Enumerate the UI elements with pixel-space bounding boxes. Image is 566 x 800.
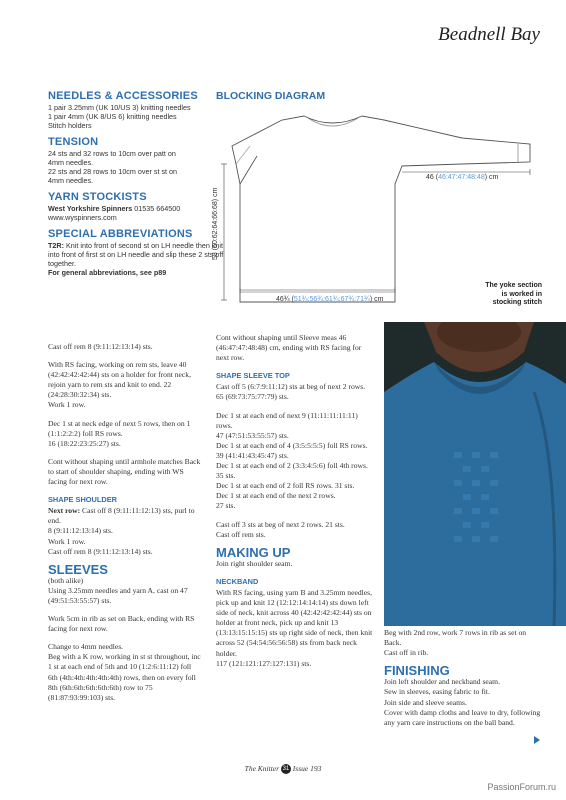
tension-line: 4mm needles. [48,158,94,167]
para: Cont without shaping until Sleeve meas 46 (46:47:47:48:48) cm, ending with RS facing for next row. [216,333,362,363]
page-number: 31 [282,766,290,773]
para: 39 (41:41:43:45:47) sts. [216,450,289,460]
column-3 [384,628,544,736]
sleeve-label-sizes: 46:47:47:48:48 [438,174,485,181]
para: Dec 1 st at each end of 2 foll RS rows. 31 sts. [216,481,355,491]
para: Beg with 2nd row, work 7 rows in rib as set on Back. [384,628,527,648]
abbrev-definition: Knit into front of second st on LH needle then knit into front of first st on LH needle and slip these 2 sts off together. [48,241,224,268]
width-label-sizes: 51¾:56¾:61¾:67¾:71¾ [293,296,370,303]
needles-heading: NEEDLES & ACCESSORIES [48,90,198,102]
para: Cast off rem 8 (9:11:12:13:14) sts. [48,546,153,556]
blocking-diagram [212,104,542,306]
para: With RS facing, using yarn B and 3.25mm needles, pick up and knit 12 (12:12:14:14:14) sts down left side of neck, knit across 40 (42:42:42:42:44) sts on holder at front neck, pick up and knit 13 (13:13:15:15:15) sts up right side of neck, then knit across 52 (54:54:56:56:58) sts from back neck holder. [216,587,373,658]
column-2 [216,333,376,677]
column-1 [48,342,202,711]
footer [0,764,566,774]
yarn-supplier: West Yorkshire Spinners [48,204,133,213]
next-row-label: Next row: [48,506,81,516]
para: Cast off rem 8 (9:11:12:13:14) sts. [48,342,153,351]
subheading-shape-shoulder: SHAPE SHOULDER [48,495,117,505]
info-panel [48,90,228,283]
para: Cover with damp cloths and leave to dry, following any yarn care instructions on the ball band. [384,707,541,727]
para: Join right shoulder seam. [216,558,293,568]
para: Work 5cm in rib as set on Back, ending with RS facing for next row. [48,614,195,634]
para: Work 1 row. [48,536,86,546]
para: Cont without shaping until armhole matches Back to start of shoulder shaping, ending with WS facing for next row. [48,456,201,487]
para: Join side and sleeve seams. [384,697,467,707]
watermark: PassionForum.ru [487,782,556,792]
tension-line: 24 sts and 32 rows to 10cm over patt on [48,149,176,158]
abbrev-section [48,228,228,277]
para: 47 (47:51:53:55:57) sts. [216,430,289,440]
issue-number: Issue 193 [292,764,322,773]
para: Cast off in rib. [384,648,429,658]
para: Using 3.25mm needles and yarn A, cast on 47 (49:51:53:55:57) sts. [48,585,188,605]
tension-line: 22 sts and 28 rows to 10cm over st st on [48,167,178,176]
needles-line: 1 pair 4mm (UK 8/US 6) knitting needles [48,112,177,121]
tension-line: 4mm needles. [48,176,94,185]
width-label-c: ) cm [369,296,384,303]
needles-section [48,90,228,130]
para: (both alike) [48,575,84,585]
yarn-phone: 01535 664500 [134,204,181,213]
width-label [276,296,383,303]
sleeve-label-c: ) cm [484,174,499,181]
para: Dec 1 st at each end of 2 (3:3:4:5:6) foll 4th rows. 35 sts. [216,461,368,481]
yarn-section [48,191,228,222]
yoke-note: The yoke section is worked in stocking stitch [485,282,542,306]
para: Cast off rem sts. [216,529,266,539]
para: Change to 4mm needles. [48,642,124,652]
abbrev-heading: SPECIAL ABBREVIATIONS [48,228,193,240]
para: Dec 1 st at each end of the next 2 rows. [216,491,336,501]
abbrev-term: T2R: [48,241,64,250]
sleeve-label-a: 46 ( [426,174,439,181]
needles-line: Stitch holders [48,121,92,130]
para: Dec 1 st at each end of next 9 (11:11:11:11:11) rows. [216,410,358,430]
heading-making-up: MAKING UP [216,544,291,560]
para: Sew in sleeves, easing fabric to fit. [384,687,490,697]
heading-sleeves: SLEEVES [48,561,108,577]
magazine-name: The Knitter [244,764,280,773]
sleeve-label [426,174,498,181]
para: Dec 1 st at each end of 4 (3:5:5:5:5) foll RS rows. [216,440,368,450]
abbrev-general: For general abbreviations, see p89 [48,268,167,277]
para: Beg with a K row, working in st st throughout, inc 1 st at each end of 5th and 10 (1:2:6:11:12) foll 6th (4th:4th:4th:4th:4th) rows, then on every foll 8th (6th:6th:6th:6th:6th) row to 75 (81:87:93:99:103) sts. [48,652,201,702]
sweater-photo [384,322,566,626]
para: Work 1 row. [48,400,86,410]
para: Cast off 3 sts at beg of next 2 rows. 21 sts. [216,519,345,529]
subheading-neckband: NECKBAND [216,576,259,586]
yarn-web: www.wyspinners.com [48,213,117,222]
page-title: Beadnell Bay [438,24,540,45]
height-label: 58 (60:62:64:66:68) cm [212,187,219,260]
para: Join left shoulder and neckband seam. [384,677,500,687]
yarn-heading: YARN STOCKISTS [48,191,147,203]
tension-heading: TENSION [48,136,99,148]
diagram-heading: BLOCKING DIAGRAM [216,90,326,102]
para: 27 sts. [216,501,236,511]
para: 65 (69:73:75:77:79) sts. [216,392,289,402]
width-label-a: 46¾ ( [276,296,294,303]
para: 8 (9:11:12:13:14) sts. [48,526,113,536]
para: 117 (121:121:127:127:131) sts. [216,658,312,668]
para: 16 (18:22:23:25:27) sts. [48,438,121,448]
para: With RS facing, working on rem sts, leave 40 (42:42:42:42:44) sts on a holder for front neck, rejoin yarn to rem sts and knit to end. 22 (24:28:30:32:34) sts. [48,360,191,400]
needles-line: 1 pair 3.25mm (UK 10/US 3) knitting needles [48,103,191,112]
heading-finishing: FINISHING [384,663,450,679]
para: Dec 1 st at neck edge of next 5 rows, then on 1 (1:1:2:2:2) foll RS rows. [48,418,191,438]
tension-section [48,136,228,185]
continue-arrow-icon [534,736,540,744]
para: Cast off 5 (6:7:9:11:12) sts at beg of next 2 rows. [216,382,366,392]
subheading-shape-sleeve-top: SHAPE SLEEVE TOP [216,371,290,381]
para: Cast off 8 (9:11:11:12:13) sts, purl to end. [48,506,195,526]
